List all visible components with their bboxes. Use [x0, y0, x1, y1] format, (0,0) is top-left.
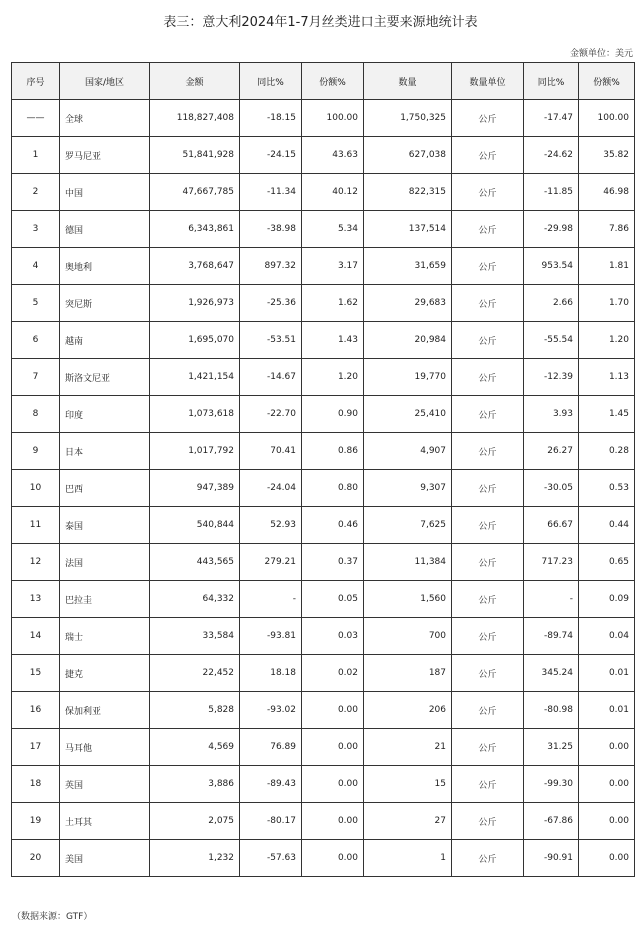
- cell-amount: 4,569: [150, 729, 240, 766]
- table-row: [12, 655, 635, 692]
- cell-index: 3: [12, 211, 60, 248]
- cell-quantity-share: 1.81: [579, 248, 635, 285]
- cell-amount-share: 0.86: [302, 433, 364, 470]
- cell-quantity-share: 0.09: [579, 581, 635, 618]
- header-quantity-yoy: 同比%: [524, 63, 579, 100]
- import-sources-table: [11, 62, 635, 877]
- cell-quantity-share: 46.98: [579, 174, 635, 211]
- cell-amount: 1,073,618: [150, 396, 240, 433]
- header-amount-share: 份额%: [302, 63, 364, 100]
- cell-quantity: 9,307: [364, 470, 452, 507]
- cell-quantity-unit: 公斤: [452, 137, 524, 174]
- cell-quantity-unit: 公斤: [452, 322, 524, 359]
- cell-quantity-share: 1.20: [579, 322, 635, 359]
- cell-quantity-share: 7.86: [579, 211, 635, 248]
- cell-quantity: 206: [364, 692, 452, 729]
- cell-amount: 47,667,785: [150, 174, 240, 211]
- cell-quantity: 25,410: [364, 396, 452, 433]
- table-row: [12, 285, 635, 322]
- cell-amount: 5,828: [150, 692, 240, 729]
- cell-quantity: 1,750,325: [364, 100, 452, 137]
- cell-quantity-share: 0.01: [579, 692, 635, 729]
- cell-country: 泰国: [60, 507, 150, 544]
- cell-country: 瑞士: [60, 618, 150, 655]
- cell-quantity-share: 0.00: [579, 766, 635, 803]
- cell-quantity-unit: 公斤: [452, 692, 524, 729]
- cell-index: 5: [12, 285, 60, 322]
- cell-amount: 443,565: [150, 544, 240, 581]
- cell-amount-share: 0.03: [302, 618, 364, 655]
- cell-index: 16: [12, 692, 60, 729]
- cell-index: 14: [12, 618, 60, 655]
- cell-quantity-unit: 公斤: [452, 581, 524, 618]
- cell-amount-yoy: 76.89: [240, 729, 302, 766]
- cell-quantity-unit: 公斤: [452, 470, 524, 507]
- table-header-row: [12, 63, 635, 100]
- cell-amount-yoy: -57.63: [240, 840, 302, 877]
- cell-amount: 51,841,928: [150, 137, 240, 174]
- cell-amount: 2,075: [150, 803, 240, 840]
- cell-amount-share: 5.34: [302, 211, 364, 248]
- cell-country: 巴拉圭: [60, 581, 150, 618]
- cell-quantity-yoy: -24.62: [524, 137, 579, 174]
- cell-amount-yoy: 897.32: [240, 248, 302, 285]
- table-row: [12, 433, 635, 470]
- cell-quantity-unit: 公斤: [452, 507, 524, 544]
- cell-amount-yoy: 70.41: [240, 433, 302, 470]
- cell-amount: 947,389: [150, 470, 240, 507]
- cell-amount: 1,926,973: [150, 285, 240, 322]
- cell-country: 美国: [60, 840, 150, 877]
- header-amount-yoy: 同比%: [240, 63, 302, 100]
- cell-quantity-unit: 公斤: [452, 803, 524, 840]
- cell-country: 捷克: [60, 655, 150, 692]
- cell-country: 法国: [60, 544, 150, 581]
- cell-quantity-unit: 公斤: [452, 840, 524, 877]
- cell-country: 印度: [60, 396, 150, 433]
- cell-amount-share: 0.05: [302, 581, 364, 618]
- cell-quantity: 21: [364, 729, 452, 766]
- table-row: [12, 359, 635, 396]
- cell-amount-yoy: 52.93: [240, 507, 302, 544]
- cell-quantity-share: 1.45: [579, 396, 635, 433]
- cell-amount-share: 1.20: [302, 359, 364, 396]
- cell-quantity-share: 0.00: [579, 729, 635, 766]
- cell-quantity-share: 0.53: [579, 470, 635, 507]
- cell-country: 斯洛文尼亚: [60, 359, 150, 396]
- cell-country: 突尼斯: [60, 285, 150, 322]
- cell-quantity-yoy: 345.24: [524, 655, 579, 692]
- cell-amount-yoy: -18.15: [240, 100, 302, 137]
- table-row: [12, 692, 635, 729]
- cell-amount: 33,584: [150, 618, 240, 655]
- cell-quantity-unit: 公斤: [452, 100, 524, 137]
- cell-country: 德国: [60, 211, 150, 248]
- cell-quantity: 27: [364, 803, 452, 840]
- table-row: [12, 507, 635, 544]
- table-row: [12, 211, 635, 248]
- cell-quantity-yoy: -67.86: [524, 803, 579, 840]
- cell-quantity-share: 0.65: [579, 544, 635, 581]
- header-amount: 金额: [150, 63, 240, 100]
- cell-country: 土耳其: [60, 803, 150, 840]
- cell-index: 12: [12, 544, 60, 581]
- cell-amount: 1,017,792: [150, 433, 240, 470]
- cell-amount-yoy: -53.51: [240, 322, 302, 359]
- cell-quantity-share: 100.00: [579, 100, 635, 137]
- cell-quantity-unit: 公斤: [452, 766, 524, 803]
- cell-quantity-yoy: 3.93: [524, 396, 579, 433]
- cell-index: 1: [12, 137, 60, 174]
- cell-quantity: 1: [364, 840, 452, 877]
- table-row: [12, 100, 635, 137]
- cell-amount-yoy: -93.81: [240, 618, 302, 655]
- cell-country: 保加利亚: [60, 692, 150, 729]
- cell-amount-share: 0.02: [302, 655, 364, 692]
- cell-amount-yoy: -11.34: [240, 174, 302, 211]
- cell-index: 18: [12, 766, 60, 803]
- table-row: [12, 322, 635, 359]
- cell-quantity: 7,625: [364, 507, 452, 544]
- table-row: [12, 803, 635, 840]
- cell-amount: 1,695,070: [150, 322, 240, 359]
- header-quantity-share: 份额%: [579, 63, 635, 100]
- table-title: 表三：意大利2024年1-7月丝类进口主要来源地统计表: [163, 15, 478, 30]
- cell-quantity-share: 0.00: [579, 803, 635, 840]
- cell-quantity-yoy: -30.05: [524, 470, 579, 507]
- cell-quantity-unit: 公斤: [452, 248, 524, 285]
- cell-amount-yoy: -14.67: [240, 359, 302, 396]
- cell-amount: 1,421,154: [150, 359, 240, 396]
- cell-country: 罗马尼亚: [60, 137, 150, 174]
- cell-quantity-unit: 公斤: [452, 174, 524, 211]
- cell-country: 马耳他: [60, 729, 150, 766]
- cell-quantity-share: 0.00: [579, 840, 635, 877]
- cell-amount: 22,452: [150, 655, 240, 692]
- cell-index: 9: [12, 433, 60, 470]
- cell-amount-share: 0.00: [302, 803, 364, 840]
- cell-country: 英国: [60, 766, 150, 803]
- cell-amount-share: 43.63: [302, 137, 364, 174]
- table-row: [12, 174, 635, 211]
- cell-quantity: 29,683: [364, 285, 452, 322]
- cell-index: 11: [12, 507, 60, 544]
- cell-quantity: 700: [364, 618, 452, 655]
- cell-quantity: 31,659: [364, 248, 452, 285]
- table-body: [12, 100, 635, 877]
- cell-quantity: 822,315: [364, 174, 452, 211]
- cell-quantity-share: 35.82: [579, 137, 635, 174]
- cell-amount-share: 1.43: [302, 322, 364, 359]
- cell-amount-share: 0.80: [302, 470, 364, 507]
- cell-amount-share: 0.37: [302, 544, 364, 581]
- cell-quantity-yoy: -55.54: [524, 322, 579, 359]
- cell-quantity-share: 1.70: [579, 285, 635, 322]
- cell-quantity-yoy: 2.66: [524, 285, 579, 322]
- cell-quantity-yoy: -: [524, 581, 579, 618]
- cell-quantity-yoy: -17.47: [524, 100, 579, 137]
- cell-index: 20: [12, 840, 60, 877]
- header-country: 国家/地区: [60, 63, 150, 100]
- cell-quantity: 11,384: [364, 544, 452, 581]
- cell-quantity-yoy: -90.91: [524, 840, 579, 877]
- table-row: [12, 470, 635, 507]
- cell-quantity-unit: 公斤: [452, 359, 524, 396]
- cell-quantity: 137,514: [364, 211, 452, 248]
- cell-quantity-share: 0.04: [579, 618, 635, 655]
- cell-index: 2: [12, 174, 60, 211]
- cell-index: 7: [12, 359, 60, 396]
- cell-amount: 6,343,861: [150, 211, 240, 248]
- cell-amount-yoy: -93.02: [240, 692, 302, 729]
- table-row: [12, 618, 635, 655]
- cell-index: 15: [12, 655, 60, 692]
- table-row: [12, 544, 635, 581]
- cell-quantity-share: 0.44: [579, 507, 635, 544]
- cell-index: 13: [12, 581, 60, 618]
- table-row: [12, 581, 635, 618]
- cell-quantity: 187: [364, 655, 452, 692]
- header-quantity: 数量: [364, 63, 452, 100]
- table-row: [12, 396, 635, 433]
- cell-index: ——: [12, 100, 60, 137]
- cell-amount: 1,232: [150, 840, 240, 877]
- cell-quantity: 19,770: [364, 359, 452, 396]
- cell-amount-yoy: -89.43: [240, 766, 302, 803]
- cell-amount-yoy: -24.15: [240, 137, 302, 174]
- cell-amount-yoy: -24.04: [240, 470, 302, 507]
- cell-quantity-share: 1.13: [579, 359, 635, 396]
- table-row: [12, 729, 635, 766]
- cell-quantity-unit: 公斤: [452, 655, 524, 692]
- cell-amount-yoy: 279.21: [240, 544, 302, 581]
- cell-country: 越南: [60, 322, 150, 359]
- cell-quantity-yoy: -11.85: [524, 174, 579, 211]
- header-index: 序号: [12, 63, 60, 100]
- cell-amount: 118,827,408: [150, 100, 240, 137]
- cell-quantity: 627,038: [364, 137, 452, 174]
- cell-quantity-yoy: 66.67: [524, 507, 579, 544]
- cell-amount-share: 100.00: [302, 100, 364, 137]
- cell-index: 6: [12, 322, 60, 359]
- cell-amount-share: 0.00: [302, 692, 364, 729]
- cell-quantity: 20,984: [364, 322, 452, 359]
- cell-quantity: 15: [364, 766, 452, 803]
- cell-amount-share: 0.00: [302, 840, 364, 877]
- cell-country: 奥地利: [60, 248, 150, 285]
- cell-index: 10: [12, 470, 60, 507]
- cell-index: 19: [12, 803, 60, 840]
- cell-quantity-share: 0.28: [579, 433, 635, 470]
- cell-quantity-unit: 公斤: [452, 211, 524, 248]
- cell-quantity-yoy: -89.74: [524, 618, 579, 655]
- cell-quantity-unit: 公斤: [452, 285, 524, 322]
- cell-quantity: 4,907: [364, 433, 452, 470]
- table-row: [12, 137, 635, 174]
- cell-amount-yoy: -: [240, 581, 302, 618]
- table-row: [12, 248, 635, 285]
- cell-amount-share: 0.00: [302, 766, 364, 803]
- cell-amount-yoy: -38.98: [240, 211, 302, 248]
- cell-amount-share: 0.90: [302, 396, 364, 433]
- cell-quantity-yoy: 31.25: [524, 729, 579, 766]
- cell-amount: 3,768,647: [150, 248, 240, 285]
- cell-country: 巴西: [60, 470, 150, 507]
- cell-quantity-share: 0.01: [579, 655, 635, 692]
- cell-amount: 3,886: [150, 766, 240, 803]
- cell-index: 8: [12, 396, 60, 433]
- cell-amount-share: 0.46: [302, 507, 364, 544]
- cell-index: 4: [12, 248, 60, 285]
- cell-quantity-yoy: 26.27: [524, 433, 579, 470]
- cell-quantity-yoy: 953.54: [524, 248, 579, 285]
- table-row: [12, 766, 635, 803]
- cell-amount-share: 1.62: [302, 285, 364, 322]
- cell-quantity-yoy: -80.98: [524, 692, 579, 729]
- cell-country: 全球: [60, 100, 150, 137]
- cell-quantity-yoy: -29.98: [524, 211, 579, 248]
- data-source-note: （数据来源：GTF）: [12, 912, 93, 922]
- cell-amount: 540,844: [150, 507, 240, 544]
- table-row: [12, 840, 635, 877]
- cell-quantity-yoy: 717.23: [524, 544, 579, 581]
- cell-amount-yoy: -22.70: [240, 396, 302, 433]
- cell-quantity-yoy: -12.39: [524, 359, 579, 396]
- cell-quantity-yoy: -99.30: [524, 766, 579, 803]
- cell-index: 17: [12, 729, 60, 766]
- currency-unit-note: 金额单位：美元: [569, 49, 633, 59]
- cell-quantity-unit: 公斤: [452, 729, 524, 766]
- cell-amount-yoy: 18.18: [240, 655, 302, 692]
- cell-amount-yoy: -25.36: [240, 285, 302, 322]
- cell-amount-share: 3.17: [302, 248, 364, 285]
- cell-quantity-unit: 公斤: [452, 618, 524, 655]
- cell-quantity-unit: 公斤: [452, 544, 524, 581]
- header-quantity-unit: 数量单位: [452, 63, 524, 100]
- cell-quantity-unit: 公斤: [452, 396, 524, 433]
- cell-quantity: 1,560: [364, 581, 452, 618]
- cell-amount-yoy: -80.17: [240, 803, 302, 840]
- cell-amount: 64,332: [150, 581, 240, 618]
- cell-country: 中国: [60, 174, 150, 211]
- cell-country: 日本: [60, 433, 150, 470]
- cell-amount-share: 40.12: [302, 174, 364, 211]
- cell-quantity-unit: 公斤: [452, 433, 524, 470]
- cell-amount-share: 0.00: [302, 729, 364, 766]
